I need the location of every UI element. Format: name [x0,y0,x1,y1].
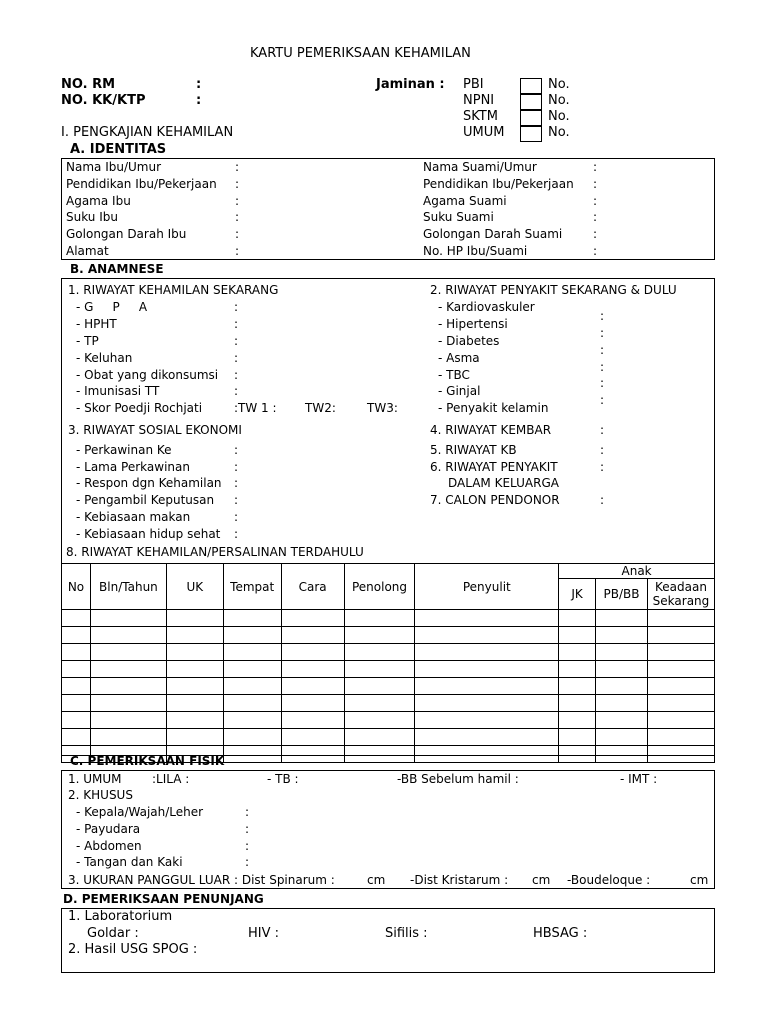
r3-item: - Respon dgn Kehamilan [76,476,222,490]
table-row [62,712,715,729]
fisik-heading: C. PEMERIKSAAN FISIK [70,754,225,768]
penunjang-heading: D. PEMERIKSAAN PENUNJANG [63,892,264,906]
riwayat-kembar: 4. RIWAYAT KEMBAR [430,423,552,437]
riwayat-kehamilan-sekarang-title: 1. RIWAYAT KEHAMILAN SEKARANG [68,283,279,297]
r3-item: - Pengambil Keputusan [76,493,215,507]
calon-pendonor: 7. CALON PENDONOR [430,493,560,507]
riwayat-penyakit-title: 2. RIWAYAT PENYAKIT SEKARANG & DULU [430,283,677,297]
colon: : [234,334,239,348]
colon: : [593,244,598,258]
colon: : [600,343,605,357]
th-tempat: Tempat [223,564,281,610]
khusus-item: - Abdomen [76,839,142,853]
identitas-left-label: Agama Ibu [66,194,131,208]
fisik-box [61,770,715,889]
cm-unit: cm [367,873,386,887]
colon: : [593,177,598,191]
jaminan-sktm-label: SKTM [463,109,498,124]
khusus-item: - Payudara [76,822,141,836]
jaminan-umum-no: No. [548,125,570,140]
colon: : [234,443,239,457]
page-title: KARTU PEMERIKSAAN KEHAMILAN [250,46,471,61]
th-pb-bb: PB/BB [596,579,648,610]
colon: : [234,351,239,365]
no-kk-colon: : [196,93,202,108]
th-jk: JK [559,579,596,610]
colon: : [234,460,239,474]
riwayat-kb: 5. RIWAYAT KB [430,443,517,457]
colon: : [600,326,605,340]
tw3-label: TW3: [367,401,398,415]
panggul-label: 3. UKURAN PANGGUL LUAR : Dist Spinarum : [68,873,335,887]
laboratorium-label: 1. Laboratorium [68,909,173,924]
jaminan-umum-label: UMUM [463,125,505,140]
colon: : [235,194,240,208]
colon: : [593,194,598,208]
colon: : [600,309,605,323]
no-rm-label: NO. RM [61,77,116,92]
colon: : [235,227,240,241]
colon: : [245,805,250,819]
riwayat-sosial-title: 3. RIWAYAT SOSIAL EKONOMI [68,423,242,437]
colon: : [600,493,605,507]
colon: : [234,317,239,331]
colon: : [600,376,605,390]
colon: : [234,493,239,507]
no-rm-colon: : [196,77,202,92]
colon: : [234,476,239,490]
identitas-right-label: Agama Suami [423,194,507,208]
goldar-label: Goldar : [87,926,139,941]
r1-item: - Keluhan [76,351,133,365]
umum-label: 1. UMUM [68,772,122,786]
jaminan-sktm-checkbox[interactable] [520,110,542,126]
khusus-label: 2. KHUSUS [68,788,133,802]
r2-item: - Hipertensi [438,317,508,331]
identitas-right-label: Suku Suami [423,210,494,224]
jaminan-sktm-no: No. [548,109,570,124]
imt-label: - IMT : [620,772,658,786]
riwayat-persalinan-title: 8. RIWAYAT KEHAMILAN/PERSALINAN TERDAHULU [66,545,364,559]
bb-label: -BB Sebelum hamil : [397,772,519,786]
table-row [62,644,715,661]
jaminan-npni-checkbox[interactable] [520,94,542,110]
colon: : [234,368,239,382]
identitas-right-label: Nama Suami/Umur [423,160,537,174]
th-cara: Cara [281,564,344,610]
r3-item: - Kebiasaan makan [76,510,191,524]
table-row [62,661,715,678]
colon: : [235,210,240,224]
r2-item: - Penyakit kelamin [438,401,549,415]
table-row [62,678,715,695]
r3-item: - Kebiasaan hidup sehat [76,527,221,541]
lila-label: :LILA : [152,772,190,786]
hiv-label: HIV : [248,926,280,941]
table-row [62,610,715,627]
r2-item: - Diabetes [438,334,500,348]
th-no: No [62,564,91,610]
th-uk: UK [166,564,223,610]
riwayat-penyakit-keluarga-2: DALAM KELUARGA [448,476,559,490]
colon: : [600,443,605,457]
colon: : [600,393,605,407]
th-anak: Anak [559,564,715,579]
colon: : [235,160,240,174]
table-row [62,729,715,746]
identitas-left-label: Pendidikan Ibu/Pekerjaan [66,177,217,191]
riwayat-table-body [62,610,715,763]
th-bln-tahun: Bln/Tahun [90,564,166,610]
no-kk-label: NO. KK/KTP [61,93,146,108]
colon: : [245,855,250,869]
section-1-heading: I. PENGKAJIAN KEHAMILAN [61,125,234,140]
identitas-left-label: Suku Ibu [66,210,118,224]
r1-item: - HPHT [76,317,117,331]
colon: : [234,510,239,524]
riwayat-persalinan-table [61,563,715,763]
sifilis-label: Sifilis : [385,926,428,941]
r2-item: - Kardiovaskuler [438,300,535,314]
tw2-label: TW2: [305,401,336,415]
anamnese-heading: B. ANAMNESE [70,262,164,276]
colon: : [235,177,240,191]
colon: : [593,160,598,174]
colon: : [234,384,239,398]
riwayat-penyakit-keluarga: 6. RIWAYAT PENYAKIT [430,460,558,474]
th-keadaan: Keadaan Sekarang [647,579,714,610]
th-penolong: Penolong [344,564,415,610]
colon: : [234,527,239,541]
tb-label: - TB : [267,772,299,786]
jaminan-label: Jaminan : [376,77,445,92]
r3-item: - Lama Perkawinan [76,460,190,474]
identitas-right-label: Pendidikan Ibu/Pekerjaan [423,177,574,191]
jaminan-npni-no: No. [548,93,570,108]
colon: : [593,210,598,224]
colon: : [245,839,250,853]
boudeloque-label: -Boudeloque : [567,873,651,887]
colon: : [235,244,240,258]
khusus-item: - Kepala/Wajah/Leher [76,805,204,819]
table-row [62,695,715,712]
jaminan-pbi-checkbox[interactable] [520,78,542,94]
kristarum-label: -Dist Kristarum : [410,873,509,887]
khusus-item: - Tangan dan Kaki [76,855,183,869]
identitas-heading: A. IDENTITAS [70,142,167,157]
colon: : [600,423,605,437]
r2-item: - Ginjal [438,384,481,398]
table-row [62,627,715,644]
colon: : [593,227,598,241]
r2-item: - TBC [438,368,470,382]
colon: : [600,460,605,474]
cm-unit: cm [532,873,551,887]
r2-item: - Asma [438,351,480,365]
colon: : [234,300,239,314]
jaminan-pbi-no: No. [548,77,570,92]
r1-item: - Imunisasi TT [76,384,160,398]
colon: : [600,360,605,374]
cm-unit: cm [690,873,709,887]
identitas-left-label: Alamat [66,244,109,258]
r1-item: - TP [76,334,99,348]
r1-item: - Skor Poedji Rochjati [76,401,203,415]
identitas-left-label: Golongan Darah Ibu [66,227,187,241]
jaminan-npni-label: NPNI [463,93,495,108]
r1-item: - Obat yang dikonsumsi [76,368,219,382]
th-penyulit: Penyulit [415,564,559,610]
identitas-right-label: Golongan Darah Suami [423,227,563,241]
jaminan-umum-checkbox[interactable] [520,126,542,142]
usg-label: 2. Hasil USG SPOG : [68,942,198,957]
identitas-left-label: Nama Ibu/Umur [66,160,162,174]
r3-item: - Perkawinan Ke [76,443,172,457]
hbsag-label: HBSAG : [533,926,588,941]
tw1-label: :TW 1 : [234,401,277,415]
r1-item: - G P A [76,300,148,314]
colon: : [245,822,250,836]
identitas-right-label: No. HP Ibu/Suami [423,244,528,258]
jaminan-pbi-label: PBI [463,77,484,92]
